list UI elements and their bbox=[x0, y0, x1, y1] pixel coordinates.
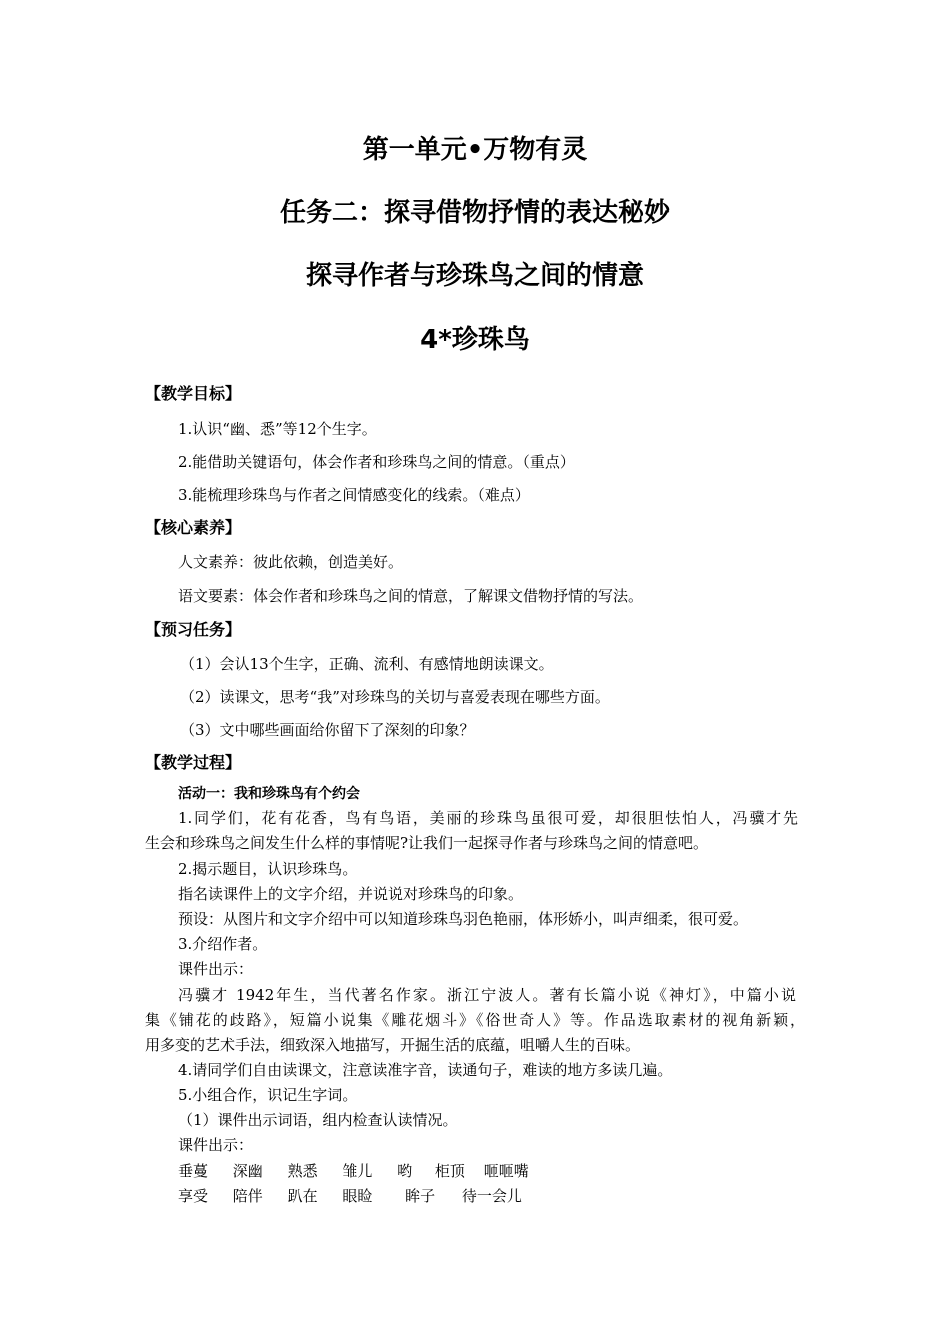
vocab-word: 待一会儿 bbox=[461, 1187, 522, 1205]
paragraph-4: 预设：从图片和文字介绍中可以知道珍珠鸟羽色艳丽，体形娇小，叫声细柔，很可爱。 bbox=[178, 910, 749, 928]
vocab-word: 哟 bbox=[397, 1162, 413, 1180]
theme-title: 探寻作者与珍珠鸟之间的情意 bbox=[305, 261, 644, 291]
vocab-word: 垂蔓 bbox=[178, 1162, 209, 1180]
vocab-word: 陪伴 bbox=[232, 1187, 263, 1205]
paragraph-6: 课件出示： bbox=[178, 960, 254, 978]
author-intro-line-3: 用多变的艺术手法，细致深入地描写，开掘生活的底蕴，咀嚼人生的百味。 bbox=[145, 1036, 641, 1054]
activity-1-title: 活动一：我和珍珠鸟有个约会 bbox=[178, 786, 360, 802]
preview-item-3: （3）文中哪些画面给你留下了深刻的印象？ bbox=[180, 721, 475, 739]
task-title: 任务二：探寻借物抒情的表达秘妙 bbox=[279, 198, 670, 228]
vocab-word: 享受 bbox=[178, 1187, 209, 1205]
preview-item-1: （1）会认13个生字，正确、流利、有感情地朗读课文。 bbox=[180, 655, 554, 673]
vocabulary-row-1 bbox=[178, 1160, 529, 1182]
paragraph-9: 5.小组合作，识记生字词。 bbox=[178, 1086, 358, 1104]
vocab-word: 眼睑 bbox=[342, 1187, 373, 1205]
paragraph-3: 指名读课件上的文字介绍，并说说对珍珠鸟的印象。 bbox=[178, 885, 524, 903]
goal-item-2: 2.能借助关键语句，体会作者和珍珠鸟之间的情意。（重点） bbox=[178, 453, 575, 471]
vocab-word: 眸子 bbox=[405, 1187, 436, 1205]
literacy-item-1: 人文素养：彼此依赖，创造美好。 bbox=[178, 553, 404, 571]
paragraph-1-line-1: 1.同学们，花有花香，鸟有鸟语，美丽的珍珠鸟虽很可爱，却很胆怯怕人，冯骥才先 bbox=[178, 809, 798, 827]
paragraph-5: 3.介绍作者。 bbox=[178, 935, 268, 953]
author-intro-line-1: 冯骥才 1942年生，当代著名作家。浙江宁波人。著有长篇小说《神灯》，中篇小说 bbox=[178, 986, 796, 1004]
paragraph-11: 课件出示： bbox=[178, 1136, 254, 1154]
paragraph-2: 2.揭示题目，认识珍珠鸟。 bbox=[178, 860, 358, 878]
preview-item-2: （2）读课文，思考“我”对珍珠鸟的关切与喜爱表现在哪些方面。 bbox=[180, 688, 610, 706]
paragraph-1-line-2: 生会和珍珠鸟之间发生什么样的事情呢?让我们一起探寻作者与珍珠鸟之间的情意吧。 bbox=[145, 834, 709, 852]
vocab-word: 雏儿 bbox=[342, 1162, 373, 1180]
literacy-item-2: 语文要素：体会作者和珍珠鸟之间的情意，了解课文借物抒情的写法。 bbox=[178, 587, 644, 605]
vocab-word: 咂咂嘴 bbox=[483, 1162, 529, 1180]
paragraph-10: （1）课件出示词语，组内检查认读情况。 bbox=[178, 1111, 458, 1129]
vocab-word: 趴在 bbox=[287, 1187, 318, 1205]
author-intro-line-2: 集《铺花的歧路》，短篇小说集《雕花烟斗》《俗世奇人》等。作品选取素材的视角新颖， bbox=[145, 1011, 805, 1029]
vocab-word: 柜顶 bbox=[434, 1162, 465, 1180]
goal-item-1: 1.认识“幽、悉”等12个生字。 bbox=[178, 420, 377, 438]
process-heading: 【教学过程】 bbox=[145, 753, 242, 772]
goal-item-3: 3.能梳理珍珠鸟与作者之间情感变化的线索。（难点） bbox=[178, 486, 530, 504]
literacy-heading: 【核心素养】 bbox=[145, 518, 242, 537]
lesson-title: 4*珍珠鸟 bbox=[420, 325, 530, 355]
preview-heading: 【预习任务】 bbox=[145, 620, 242, 639]
vocabulary-row-2 bbox=[178, 1185, 522, 1207]
vocab-word: 熟悉 bbox=[287, 1162, 318, 1180]
goals-heading: 【教学目标】 bbox=[145, 384, 242, 403]
unit-title: 第一单元•万物有灵 bbox=[362, 135, 588, 165]
vocab-word: 深幽 bbox=[232, 1162, 263, 1180]
paragraph-8: 4.请同学们自由读课文，注意读准字音，读通句子，难读的地方多读几遍。 bbox=[178, 1061, 673, 1079]
